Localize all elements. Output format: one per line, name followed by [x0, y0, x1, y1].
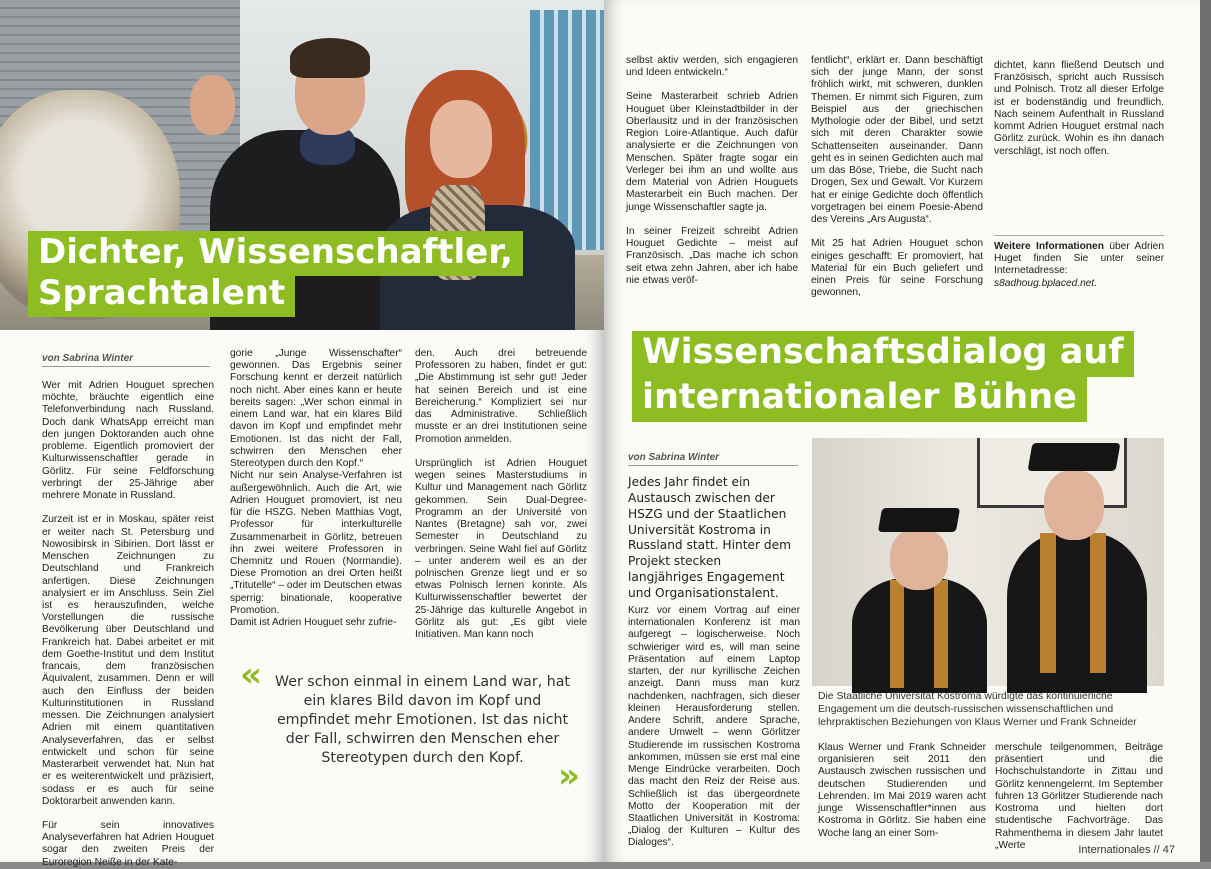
photo-woman: [375, 70, 575, 330]
paragraph: merschule teilgenommen, Beiträge präsentiert und die Hochschulstandorte in Zittau und Görlitz kennengelernt. Im September fuhren 13 Görlitzer Studierende nach Kostroma und hielten dort studentische Fachvorträge. Das Rahmenthema in diesem Jahr lautet „Werte: [995, 742, 1163, 851]
photo-person-right: [1002, 438, 1147, 688]
further-info: [994, 235, 1164, 290]
article2-intro: Jedes Jahr findet ein Austausch zwischen der HSZG und der Staatlichen Universität Kostroma in Russland statt. Hinter dem Projekt stecken langjähriges Engagement und Organisationstalent.: [628, 475, 791, 601]
paragraph: selbst aktiv werden, sich engagieren und Ideen entwickeln.“: [626, 55, 798, 79]
text-column-3: [415, 348, 587, 641]
info-link[interactable]: s8adhoug.bplaced.net.: [994, 277, 1098, 289]
text-column-2: [230, 348, 402, 629]
article-title-line2: Sprachtalent: [28, 272, 295, 317]
paragraph: dichtet, kann fließend Deutsch und Französisch, spricht auch Russisch und Polnisch. Trotz all dieser Erfolge ist er bodenständig und freundlich. Nach seinem Aufenthalt in Russland kommt Adrien Houguet erstmal nach Görlitz zurück. Wohin es ihn danach verschlägt, ist noch offen.: [994, 60, 1164, 157]
quote-close-icon: »: [558, 756, 580, 796]
paragraph: Klaus Werner und Frank Schneider organisieren seit 2011 den Austausch zwischen russischen und deutschen Studierenden und Lehrenden. Im Mai 2019 waren acht junge Wissenschaftler*innen aus Kostroma in Görlitz. Sie haben eine Woche lang an einer Som-: [818, 742, 986, 839]
text-column-4: [626, 55, 798, 287]
paragraph: In seiner Freizeit schreibt Adrien Houguet Gedichte – meist auf Französisch. „Das mache ich schon seit etwa zehn Jahren, aber ich habe nie etwas veröf-: [626, 225, 798, 286]
info-label: Weitere Informationen: [994, 241, 1104, 252]
photo-caption: Die Staatliche Universität Kostroma würdigte das kontinuierliche Engagement um die deutsch-russischen wissenschaftlichen und lehrpraktischen Beziehungen von Klaus Werner und Frank Schneider: [818, 691, 1137, 728]
page-edge: [1200, 0, 1211, 862]
section-name: Internationales //: [1078, 844, 1160, 856]
info-text: über Adrien Huget finden Sie unter seiner Internetadresse:: [994, 241, 1164, 277]
paragraph: Ursprünglich ist Adrien Houguet wegen seines Masterstudiums in Kultur und Management nach Görlitz gekommen. Sein Dual-Degree-Programm an der Université von Nantes (Bretagne) sah vor, zwei Semester in Deutschland zu verbringen. Seine Wahl fiel auf Görlitz – unter anderem weil es an der polnischen Grenze liegt und er so etwas Polnisch lernen konnte. Als Kulturwissenschaftler bewertet der 25-Jährige das kulturelle Angebot in Görlitz als gut: „Es gibt viele Initiativen. Man kann noch: [415, 457, 587, 641]
quote-open-icon: «: [240, 655, 262, 695]
article-title-line1: Dichter, Wissenschaftler,: [28, 231, 523, 276]
article2-title-line1: Wissenschaftsdialog auf: [632, 331, 1134, 377]
photo-person-left: [852, 498, 987, 688]
paragraph: gorie „Junge Wissenschafter“ gewonnen. Das Ergebnis seiner Forschung kennt er derzeit natürlich noch nicht. Aber eines kann er heute bereits sagen: „Wer schon einmal in einem Land war, hat ein klares Bild davon im Kopf und empfindet mehr Emotionen. Ist das nicht der Fall, schwirren den Menschen eher Stereotypen durch den Kopf.“: [230, 348, 402, 470]
paragraph: Wer mit Adrien Houguet sprechen möchte, bräuchte eigentlich eine Telefonverbindung nach Russland. Doch dank WhatsApp erreicht man den jungen Doktoranden auch ohne probleme. Eigentlich promoviert der Kulturwissenschaftler gerade in Görlitz. Für seine Feldforschung verbringt der 25-Jährige aber mehrere Monate in Russland.: [42, 380, 214, 502]
pull-quote-text: Wer schon einmal in einem Land war, hat ein klares Bild davon im Kopf und empfindet mehr Emotionen. Ist das nicht der Fall, schwirren den Menschen eher Stereotypen durch den Kopf.: [275, 674, 570, 766]
text-column-6: [994, 60, 1164, 158]
article2-title-line2: internationaler Bühne: [632, 376, 1087, 422]
photo-credit: Foto: Frank Schneider: [1152, 630, 1158, 680]
byline: von Sabrina Winter: [42, 353, 210, 367]
paragraph: Zurzeit ist er in Moskau, später reist er weiter nach St. Petersburg und Nowosibirsk in Sibirien. Dort lässt er Menschen Zeichnungen zu Deutschland und Frankreich anfertigen. Diese Zeichnungen analysiert er im Anschluss. Sein Ziel ist es herauszufinden, welche Vorstellungen die russische Bevölkerung über Deutschland und Frankreich hat. Dabei arbeitet er mit dem Goethe-Institut und dem Institut francais, dem französischen Äquivalent, zusammen. Denn er will auch den Einfluss der beiden Kulturinstitutionen in Russland messen. Die Zeichnungen analysiert Adrien mit einem quantitativen Analyseverfahren, das er selbst entwickelt und schon für seine Masterarbeit verwendet hat. Nun hat er es weiterentwickelt und präzisiert, sodass er es auch für seine Doktorarbeit anwenden kann.: [42, 514, 214, 807]
byline-2: von Sabrina Winter: [628, 452, 798, 466]
paragraph: Damit ist Adrien Houguet sehr zufrie-: [230, 617, 397, 629]
article2-column-b: [818, 742, 986, 840]
paragraph: Für sein innovatives Analyseverfahren hat Adrien Houguet sogar den zweiten Preis der Euroregion Neiße in der Kate-: [42, 819, 214, 868]
page-number: 47: [1162, 844, 1175, 856]
article2-column-c: [995, 742, 1163, 852]
paragraph: Nicht nur sein Analyse-Verfahren ist außergewöhnlich. Auch die Art, wie Adrien Houguet promoviert, ist neu für die HSZG. Neben Matthias Vogt, Professor für interkulturelle Zusammenarbeit in Görlitz, betreuen ihn zwei weitere Professoren in Chemnitz und Rouen (Normandie). Diese Promotion an drei Orten heißt „Tritutelle“ – oder im Deutschen etwas sperrig: binationale, kooperative Promotion.: [230, 470, 402, 616]
paragraph: Kurz vor einem Vortrag auf einer internationalen Konferenz ist man aufgeregt – logischerweise. Noch schwieriger wird es, will man seine Präsentation auf einem Laptop starten, der nur kyrillische Zeichen anzeigt. Dann muss man kurz nachdenken, nachfragen, sich dieser kleinen Herausforderung stellen. Andere Schrift, andere Sprache, andere Umwelt – wenn Görlitzer Studierende im russischen Kostroma ankommen, müssen sie erst mal eine Menge Eindrücke verarbeiten. Doch das macht den Reiz der Reise aus. Schließlich ist das übergeordnete Motto der Kooperation mit der Staatlichen Universität in Kostroma: „Dialog der Kulturen – Kultur des Dialoges“.: [628, 605, 800, 849]
text-column-1: [42, 380, 214, 869]
paragraph: Seine Masterarbeit schrieb Adrien Houguet über Kleinstadtbilder in der Oberlausitz und in der französischen Region Loire-Atlantique. Auch dafür analysierte er die Zeichnungen von Menschen. Später fragte sogar ein Verleger bei ihm an und wollte aus dem Material von Adrien Houguets Masterarbeit ein Buch machen. Der junge Wissenschaftler sagte ja.: [626, 91, 798, 213]
graduation-photo: [812, 438, 1164, 686]
left-page: [0, 0, 604, 868]
page-footer: [1078, 844, 1175, 856]
paragraph: Mit 25 hat Adrien Houguet schon einiges geschafft: Er promoviert, hat Material für ein Buch geliefert und einen Preis für seine Forschung gewonnen,: [811, 238, 983, 299]
article2-column-a: [628, 605, 800, 850]
pull-quote: [240, 655, 600, 800]
text-column-5: [811, 55, 983, 299]
paragraph: fentlicht“, erklärt er. Dann beschäftigt sich der junge Mann, der sonst fröhlich wirkt, mit schweren, dunklen Themen. Er nimmt sich Figuren, zum Beispiel aus der griechischen Mythologie oder der Bibel, und setzt sich mit deren Charakter sowie Schattenseiten auseinander. Dann geht es in seinen Gedichten auch mal um das Böse, Triebe, die Sucht nach Drogen, Sex und Gewalt. Vor Kurzem hat er einige Gedichte doch öffentlich vorgetragen bei einem Poesie-Abend des Vereins „Ars Augusta“.: [811, 55, 983, 226]
paragraph: den. Auch drei betreuende Professoren zu haben, findet er gut: „Die Abstimmung ist sehr gut! Jeder hat seinen Bereich und ist eine Bereicherung.“ Kompliziert sei nur das Administrative. Schließlich musste er an drei Institutionen seine Promotion anmelden.: [415, 348, 587, 445]
